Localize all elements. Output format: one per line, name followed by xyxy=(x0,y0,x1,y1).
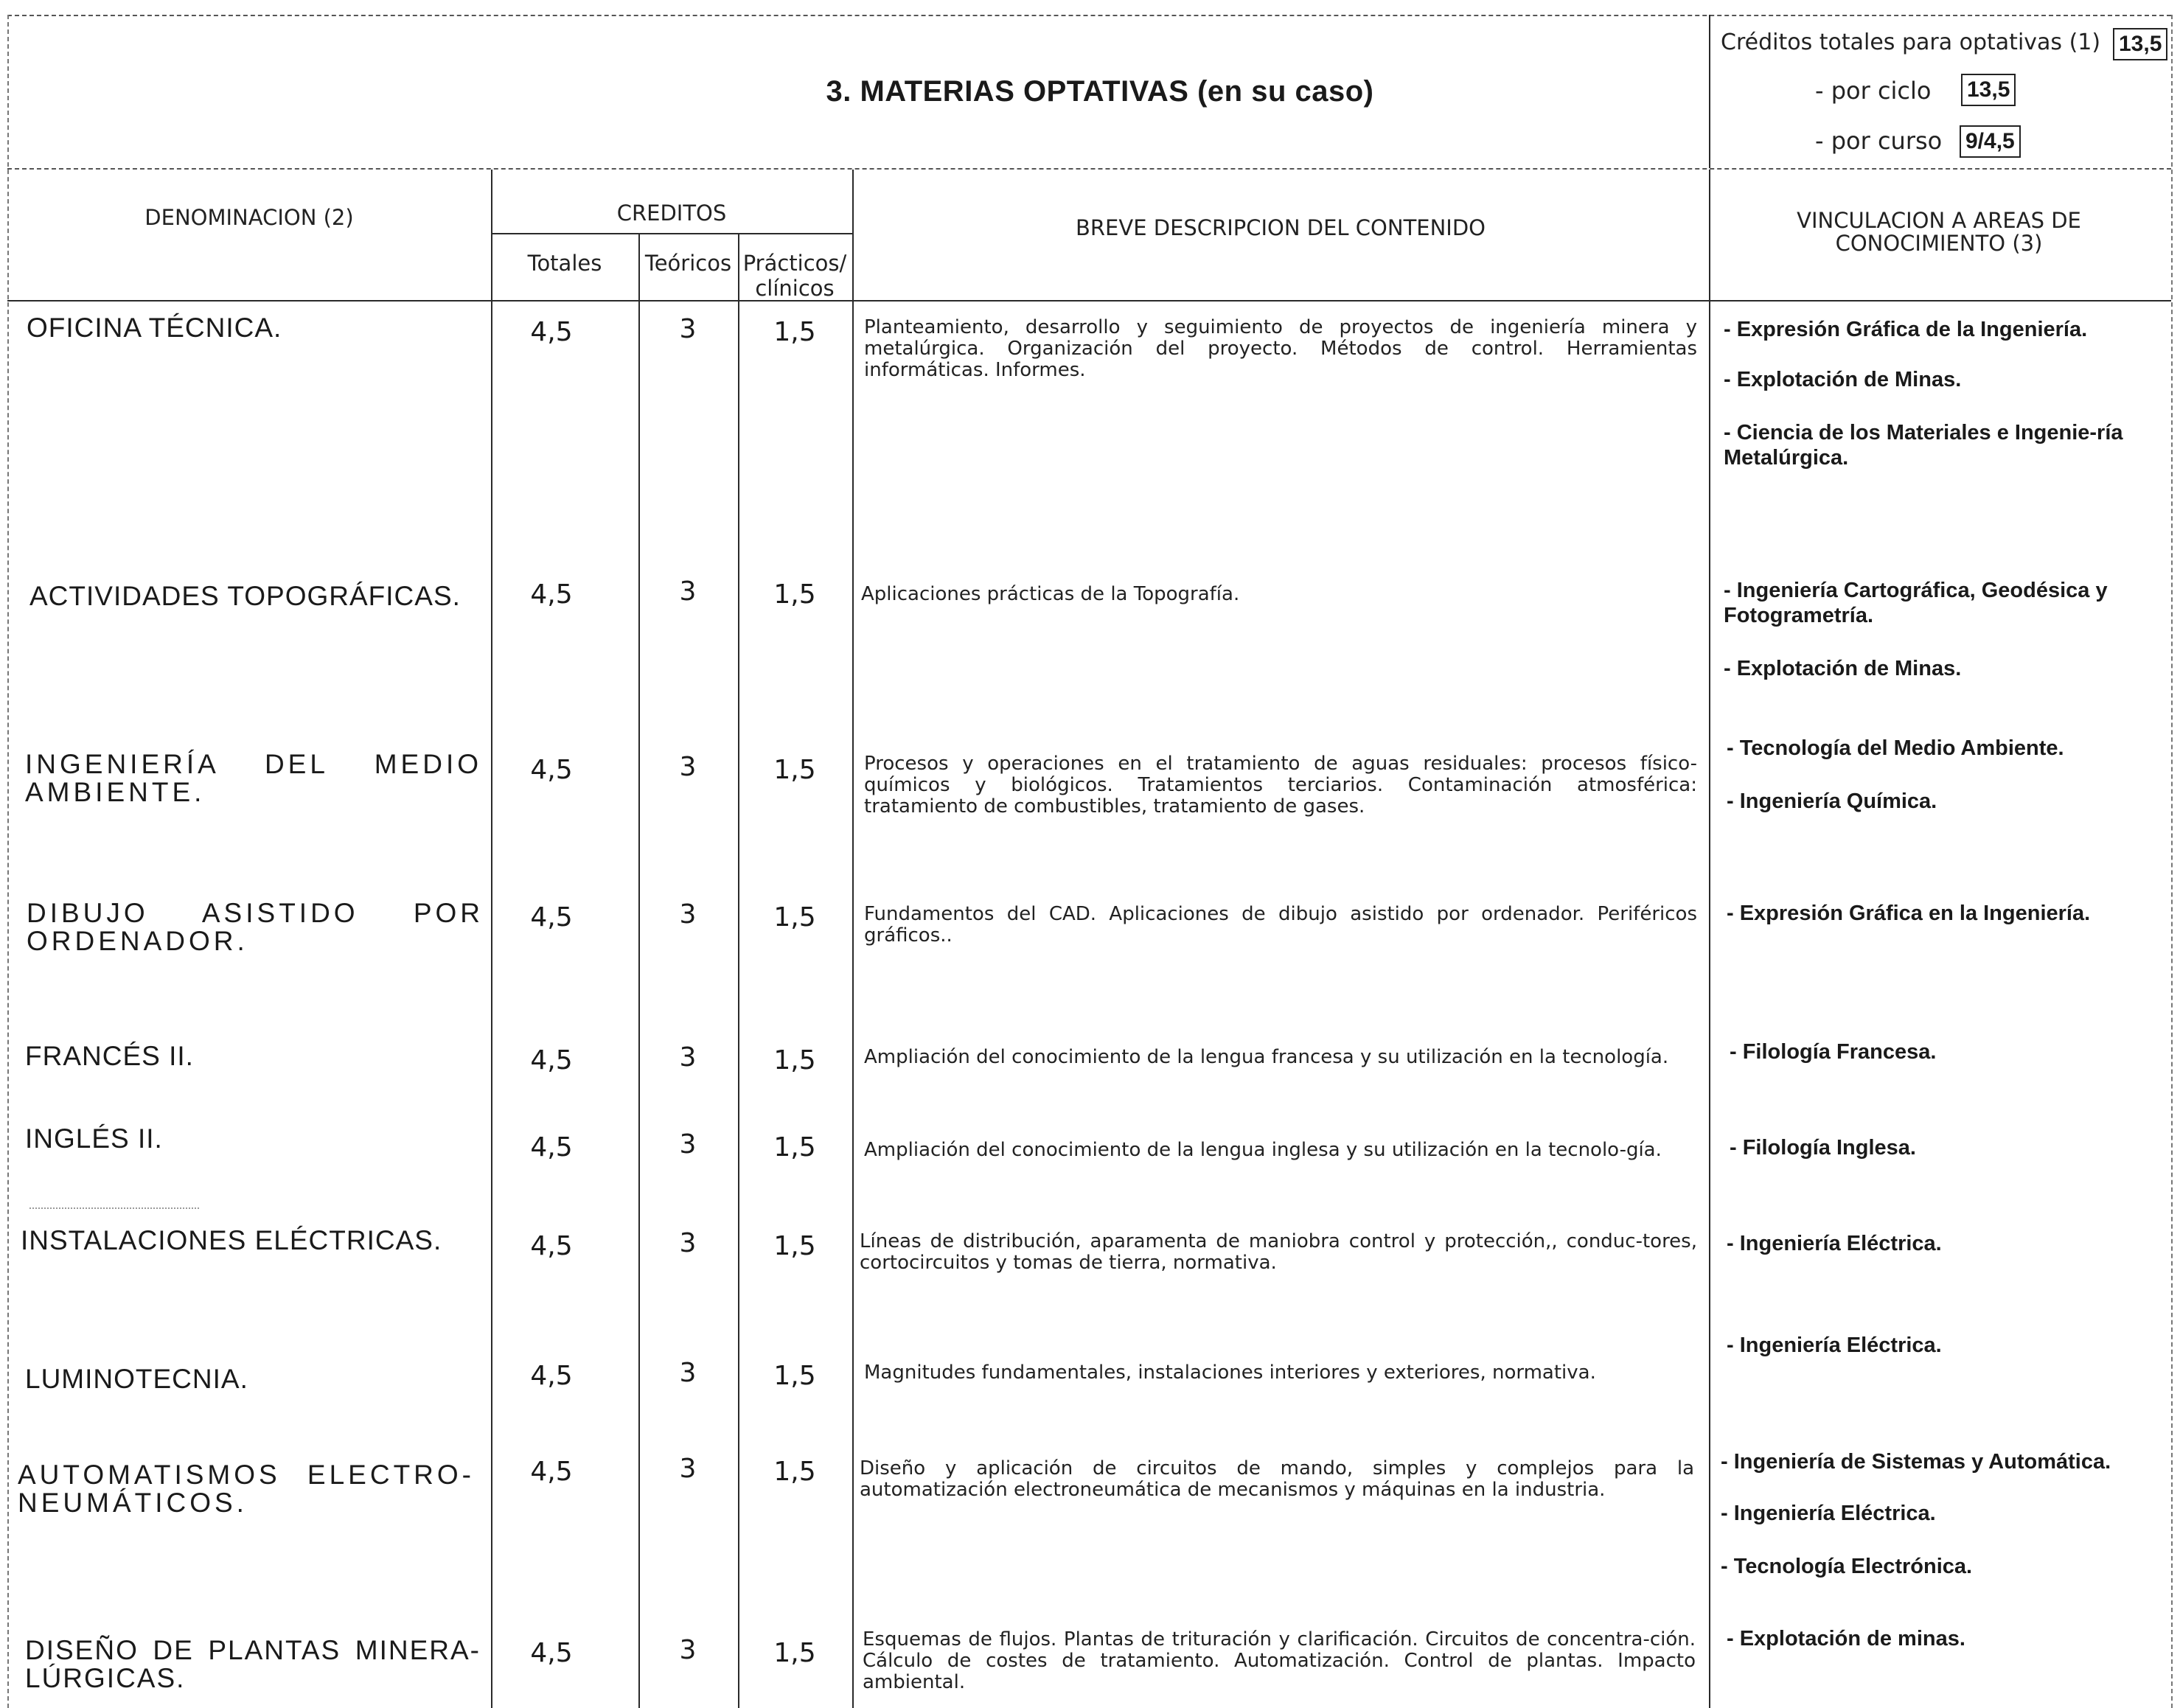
row-5-totales: 4,5 xyxy=(530,1045,573,1076)
row-7-practicos: 1,5 xyxy=(773,1231,816,1261)
row-2-totales: 4,5 xyxy=(530,579,573,610)
left-border xyxy=(7,15,9,1708)
row-10-practicos: 1,5 xyxy=(773,1638,816,1668)
per-cycle-label: - por ciclo xyxy=(1815,77,1932,105)
row-5-practicos: 1,5 xyxy=(773,1045,816,1076)
row-8-totales: 4,5 xyxy=(530,1361,573,1391)
row-4-area-1: - Expresión Gráfica en la Ingeniería. xyxy=(1727,902,2091,925)
row-9-area-2: - Ingeniería Eléctrica. xyxy=(1721,1502,1936,1525)
col-header-denominacion: DENOMINACION (2) xyxy=(144,205,354,230)
row-9-teoricos: 3 xyxy=(679,1454,697,1484)
row-10-description: Esquemas de flujos. Plantas de trituración y clarificación. Circuitos de concentra-ción. Cálculo de costes de tratamiento. Automatización. Control de plantas. Impacto ambiental. xyxy=(863,1628,1696,1693)
col-divider-teoricos xyxy=(738,233,739,1708)
header-divider xyxy=(1709,15,1710,168)
col-divider-totales xyxy=(638,233,640,1708)
row-6-practicos: 1,5 xyxy=(773,1132,816,1163)
row-10-area-1: - Explotación de minas. xyxy=(1727,1627,1965,1651)
row-7-description: Líneas de distribución, aparamenta de maniobra control y protección,, conduc-tores, cortocircuitos y tomas de tierra, normativa. xyxy=(860,1230,1697,1274)
col-header-totales: Totales xyxy=(527,251,602,276)
header-bottom-border xyxy=(7,168,2171,170)
row-4-description: Fundamentos del CAD. Aplicaciones de dibujo asistido por ordenador. Periféricos gráficos.. xyxy=(864,903,1697,947)
row-2-teoricos: 3 xyxy=(679,576,697,607)
right-border xyxy=(2171,15,2173,1708)
row-6-name: INGLÉS II. xyxy=(25,1123,163,1154)
column-header-bottom-border xyxy=(7,300,2171,301)
credits-total-value: 13,5 xyxy=(2113,28,2167,60)
row-6-totales: 4,5 xyxy=(530,1132,573,1163)
row-1-totales: 4,5 xyxy=(530,317,573,347)
faint-separator xyxy=(29,1207,199,1209)
row-9-totales: 4,5 xyxy=(530,1457,573,1487)
row-8-description: Magnitudes fundamentales, instalaciones interiores y exteriores, normativa. xyxy=(864,1362,1596,1384)
row-8-area-1: - Ingeniería Eléctrica. xyxy=(1727,1334,1942,1357)
col-divider-practicos xyxy=(852,170,854,1708)
row-1-name: OFICINA TÉCNICA. xyxy=(27,313,282,343)
row-9-area-3: - Tecnología Electrónica. xyxy=(1721,1555,1973,1578)
row-5-teoricos: 3 xyxy=(679,1042,697,1073)
row-3-totales: 4,5 xyxy=(530,755,573,785)
col-header-vinculacion: VINCULACION A AREAS DE CONOCIMIENTO (3) xyxy=(1797,208,2081,256)
row-3-area-2: - Ingeniería Química. xyxy=(1727,789,1937,813)
row-6-description: Ampliación del conocimiento de la lengua inglesa y su utilización en la tecnolo-gía. xyxy=(864,1139,1662,1161)
row-7-teoricos: 3 xyxy=(679,1228,697,1258)
row-8-name: LUMINOTECNIA. xyxy=(25,1364,248,1394)
row-7-totales: 4,5 xyxy=(530,1231,573,1261)
col-header-descripcion: BREVE DESCRIPCION DEL CONTENIDO xyxy=(1075,215,1486,240)
row-3-name: INGENIERÍA DEL MEDIO AMBIENTE. xyxy=(25,749,482,807)
row-2-practicos: 1,5 xyxy=(773,579,816,610)
per-course-label: - por curso xyxy=(1815,127,1943,155)
row-5-area-1: - Filología Francesa. xyxy=(1730,1040,1937,1064)
row-9-area-1: - Ingeniería de Sistemas y Automática. xyxy=(1721,1450,2111,1474)
row-9-description: Diseño y aplicación de circuitos de mando, simples y complejos para la automatización electroneumática de mecanismos y máquinas en la industria. xyxy=(860,1457,1694,1501)
row-3-teoricos: 3 xyxy=(679,752,697,782)
row-5-name: FRANCÉS II. xyxy=(25,1041,194,1071)
row-8-teoricos: 3 xyxy=(679,1358,697,1388)
row-4-totales: 4,5 xyxy=(530,902,573,933)
per-course-value: 9/4,5 xyxy=(1960,125,2021,158)
row-2-description: Aplicaciones prácticas de la Topografía. xyxy=(861,583,1240,605)
page-title: 3. MATERIAS OPTATIVAS (en su caso) xyxy=(826,75,1374,108)
row-10-name: DISEÑO DE PLANTAS MINERA-LÚRGICAS. xyxy=(25,1635,481,1693)
top-border xyxy=(7,15,2171,16)
row-2-area-2: - Explotación de Minas. xyxy=(1724,657,1962,680)
row-5-description: Ampliación del conocimiento de la lengua francesa y su utilización en la tecnología. xyxy=(864,1046,1669,1068)
row-3-practicos: 1,5 xyxy=(773,755,816,785)
row-2-name: ACTIVIDADES TOPOGRÁFICAS. xyxy=(29,581,461,611)
col-divider-descripcion xyxy=(1709,170,1710,1708)
row-9-practicos: 1,5 xyxy=(773,1457,816,1487)
col-header-practicos: Prácticos/ clínicos xyxy=(742,251,847,301)
col-divider-denominacion xyxy=(491,170,492,1708)
row-6-area-1: - Filología Inglesa. xyxy=(1730,1136,1916,1160)
row-1-practicos: 1,5 xyxy=(773,317,816,347)
row-7-area-1: - Ingeniería Eléctrica. xyxy=(1727,1232,1942,1255)
row-1-teoricos: 3 xyxy=(679,314,697,344)
row-8-practicos: 1,5 xyxy=(773,1361,816,1391)
row-4-teoricos: 3 xyxy=(679,899,697,930)
row-4-name: DIBUJO ASISTIDO POR ORDENADOR. xyxy=(27,898,484,956)
row-4-practicos: 1,5 xyxy=(773,902,816,933)
row-10-teoricos: 3 xyxy=(679,1635,697,1665)
col-header-teoricos: Teóricos xyxy=(644,251,732,276)
per-cycle-value: 13,5 xyxy=(1961,74,2016,106)
row-6-teoricos: 3 xyxy=(679,1129,697,1160)
col-header-creditos: CREDITOS xyxy=(616,201,727,226)
creditos-sub-border xyxy=(491,233,852,234)
row-1-area-2: - Explotación de Minas. xyxy=(1724,368,1962,391)
row-1-area-3: - Ciencia de los Materiales e Ingenie-ría Metalúrgica. xyxy=(1724,421,2123,470)
row-1-area-1: - Expresión Gráfica de la Ingeniería. xyxy=(1724,318,2088,341)
row-1-description: Planteamiento, desarrollo y seguimiento de proyectos de ingeniería minera y metalúrgica. Organización del proyecto. Métodos de control. Herramientas informáticas. Informes. xyxy=(864,316,1697,381)
row-3-description: Procesos y operaciones en el tratamiento de aguas residuales: procesos físico-químicos y biológicos. Tratamientos terciarios. Contaminación atmosférica: tratamiento de combustibles, tratamiento de gases. xyxy=(864,753,1697,818)
row-3-area-1: - Tecnología del Medio Ambiente. xyxy=(1727,736,2064,760)
credits-total-label: Créditos totales para optativas (1) xyxy=(1721,29,2101,55)
row-9-name: AUTOMATISMOS ELECTRO-NEUMÁTICOS. xyxy=(18,1460,475,1518)
row-2-area-1: - Ingeniería Cartográfica, Geodésica y Fotogrametría. xyxy=(1724,579,2108,627)
row-7-name: INSTALACIONES ELÉCTRICAS. xyxy=(21,1225,442,1255)
row-10-totales: 4,5 xyxy=(530,1638,573,1668)
